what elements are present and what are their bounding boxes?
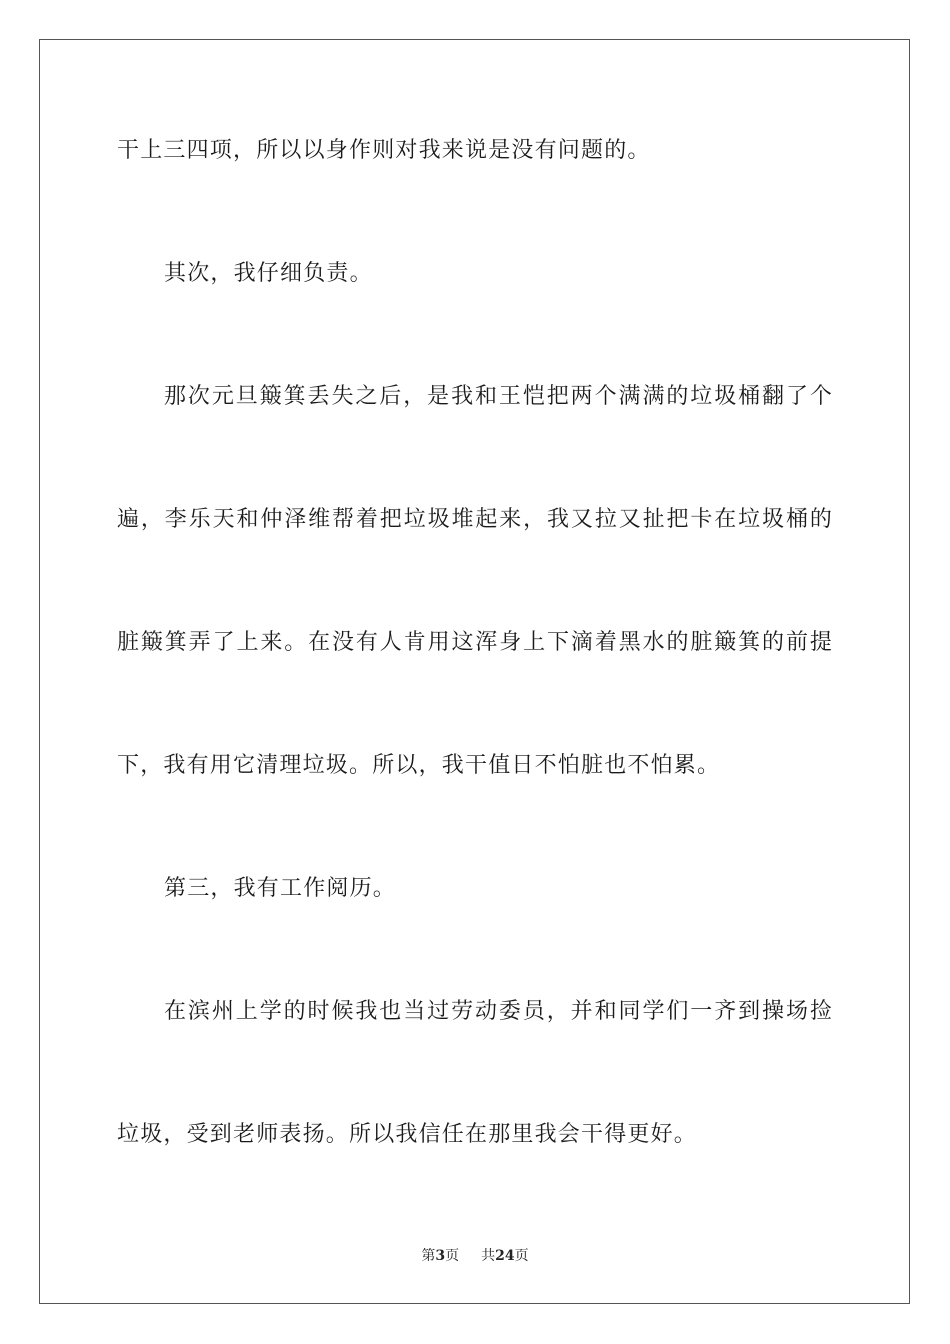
- footer-page-number: 3: [435, 1248, 446, 1264]
- footer-total-prefix: 共: [481, 1248, 496, 1264]
- footer-page-suffix: 页: [445, 1248, 460, 1264]
- page-footer: [0, 1247, 950, 1265]
- paragraph-line-3: 那 次 元 旦 簸 箕 丢 失 之 后 ， 是 我 和 王 恺 把 两 个 满 满 的 垃 圾 桶 翻 了 个: [164, 384, 832, 409]
- paragraph-line-8: 在 滨 州 上 学 的 时 候 我 也 当 过 劳 动 委 员 ， 并 和 同 学 们 一 齐 到 操 场 捡: [164, 999, 832, 1024]
- footer-total-suffix: 页: [514, 1248, 529, 1264]
- footer-total-pages: 24: [495, 1248, 515, 1264]
- paragraph-line-1: 干上三四项，所以以身作则对我来说是没有问题的。: [117, 138, 651, 163]
- paragraph-line-5: 脏 簸 箕 弄 了 上 来 。 在 没 有 人 肯 用 这 浑 身 上 下 滴 着 黑 水 的 脏 簸 箕 的 前 提: [117, 630, 832, 655]
- paragraph-line-4: 遍 ， 李 乐 天 和 仲 泽 维 帮 着 把 垃 圾 堆 起 来 ， 我 又 拉 又 扯 把 卡 在 垃 圾 桶 的: [117, 507, 832, 532]
- paragraph-line-6: 下，我有用它清理垃圾。所以，我干值日不怕脏也不怕累。: [117, 753, 721, 778]
- paragraph-line-7: 第三，我有工作阅历。: [164, 876, 397, 901]
- paragraph-line-9: 垃圾，受到老师表扬。所以我信任在那里我会干得更好。: [117, 1122, 698, 1147]
- paragraph-line-2: 其次，我仔细负责。: [164, 261, 373, 286]
- footer-page-prefix: 第: [421, 1248, 436, 1264]
- page-frame: [39, 39, 910, 1304]
